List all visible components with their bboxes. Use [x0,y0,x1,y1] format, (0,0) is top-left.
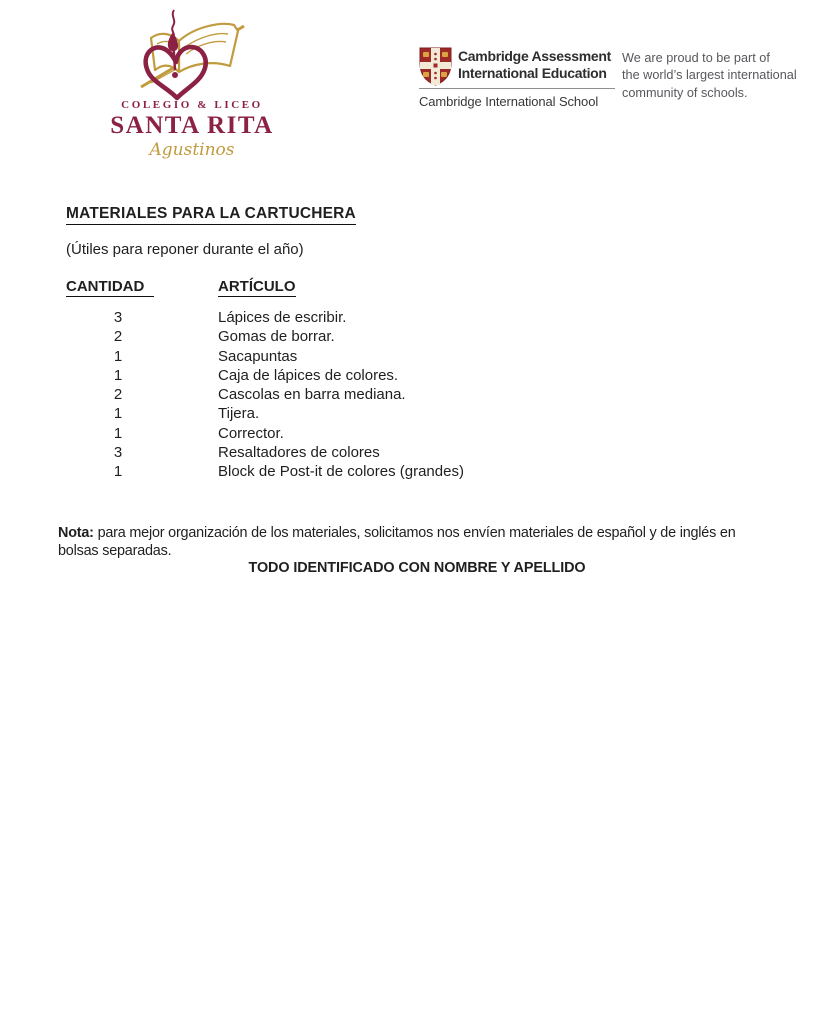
article-label: Block de Post-it de colores (grandes) [218,463,464,481]
article-label: Gomas de borrar. [218,328,335,346]
table-row [66,385,464,404]
table-row [66,424,464,443]
cambridge-logo-block [419,47,615,109]
tagline-line-2: the world’s largest international [622,68,797,83]
note-section [58,525,776,578]
quantity-value: 1 [113,424,123,442]
article-label: Lápices de escribir. [218,309,347,326]
cambridge-brand-name [458,47,611,81]
cambridge-brand-line2: International Education [458,64,607,81]
cambridge-divider-line [419,88,615,89]
page-title [66,205,356,225]
article-label: Corrector. [218,424,284,442]
quantity-value: 1 [113,347,123,365]
cambridge-shield-icon [419,47,452,86]
column-header-cantidad: CANTIDAD [66,278,154,297]
tagline-line-3: community of schools. [622,85,748,100]
article-label: Cascolas en barra mediana. [218,386,406,404]
note-paragraph [58,525,776,560]
quantity-value: 2 [113,328,123,346]
quantity-value: 3 [113,309,123,326]
table-row [66,347,464,366]
quantity-value: 1 [113,463,123,481]
table-row [66,462,464,481]
quantity-value: 2 [113,386,123,404]
footer-statement: TODO IDENTIFICADO CON NOMBRE Y APELLIDO [248,560,586,577]
quantity-value: 3 [113,444,123,462]
note-label: Nota: [58,525,94,541]
page-title-text: MATERIALES PARA LA CARTUCHERA [66,205,356,225]
logo-agustinos-label: Agustinos [149,140,235,160]
table-row [66,366,464,385]
cambridge-tagline [622,50,812,102]
table-row [66,404,464,423]
cambridge-school-label: Cambridge International School [419,94,599,109]
quantity-value: 1 [113,366,123,384]
table-row [66,327,464,346]
table-row [66,308,464,327]
table-row [66,443,464,462]
quantity-value: 1 [113,405,123,423]
materials-list [66,308,464,482]
note-text: para mejor organización de los materiales, solicitamos nos envíen materiales de español y de inglés en bolsas separadas. [58,525,736,559]
cambridge-brand-line1: Cambridge Assessment [458,48,611,64]
article-label: Caja de lápices de colores. [218,366,399,384]
column-header-articulo: ARTÍCULO [218,278,296,295]
article-label: Resaltadores de colores [218,444,380,462]
article-label: Tijera. [218,405,260,423]
table-header-row [66,278,296,297]
tagline-line-1: We are proud to be part of [622,51,770,65]
article-label: Sacapuntas [218,347,298,365]
heart-book-flame-emblem-icon [117,8,267,103]
santa-rita-logo [98,8,286,160]
logo-santa-rita-label: SANTA RITA [110,112,274,139]
logo-colegio-liceo-label: COLEGIO & LICEO [121,99,263,111]
page-subtitle: (Útiles para reponer durante el año) [66,241,304,258]
